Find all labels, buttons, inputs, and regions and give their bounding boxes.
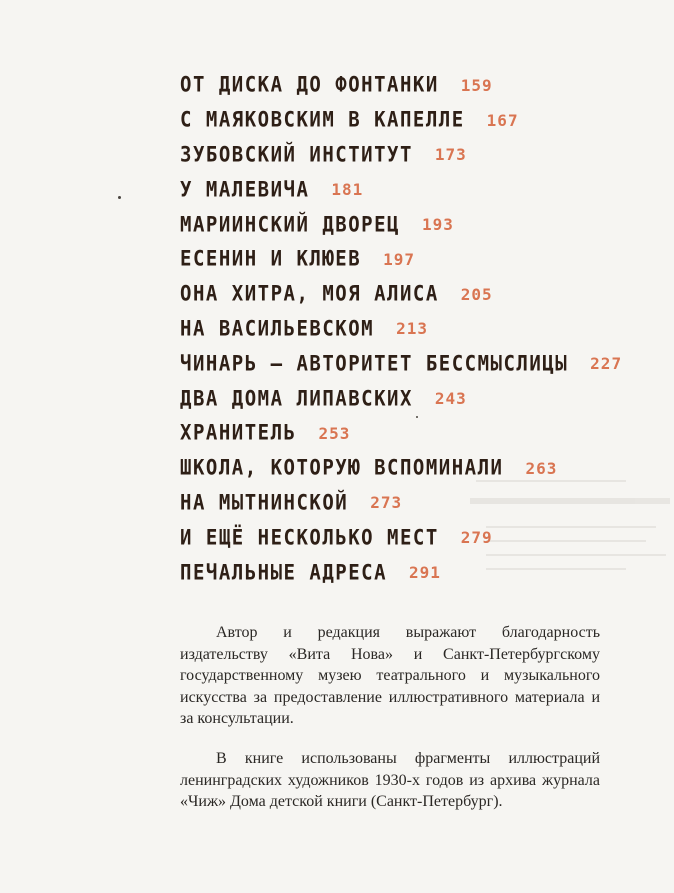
toc-entry [180, 207, 650, 242]
acknowledgement-text: Автор и редакция выражают благодарность издательству «Вита Нова» и Санкт-Петербургскому государственному музею театрального и музыкального искусства за предоставление иллюстративного материала и за консультации. [180, 624, 600, 727]
toc-entry-page: 173 [434, 145, 467, 165]
toc-entry [180, 451, 650, 486]
toc-entry-page: 263 [525, 458, 558, 478]
toc-entry [180, 277, 650, 312]
toc-entry-title: У МАЛЕВИЧА [180, 177, 310, 203]
toc-entry-title: НА МЫТНИНСКОЙ [180, 490, 349, 516]
toc-entry-page: 243 [434, 389, 467, 409]
toc-entry-title: С МАЯКОВСКИМ В КАПЕЛЛЕ [180, 107, 465, 133]
toc-entry [180, 555, 650, 590]
toc-entry [180, 346, 650, 381]
toc-entry [180, 172, 650, 207]
toc-entry-page: 213 [396, 319, 428, 339]
toc-entry-page: 273 [370, 493, 403, 513]
table-of-contents [180, 68, 650, 590]
toc-entry-page: 181 [331, 180, 364, 200]
toc-entry-title: МАРИИНСКИЙ ДВОРЕЦ [180, 212, 400, 237]
toc-entry-page: 159 [460, 75, 493, 95]
toc-entry [180, 312, 650, 347]
toc-entry-title: ЕСЕНИН И КЛЮЕВ [180, 247, 362, 272]
sources-text: В книге использованы фрагменты иллюстраций ленинградских художников 1930-х годов из архива журнала «Чиж» Дома детской книги (Санкт-Петербург). [180, 750, 600, 810]
toc-entry-title: ПЕЧАЛЬНЫЕ АДРЕСА [180, 560, 388, 585]
toc-entry-page: 205 [460, 284, 493, 304]
toc-entry-title: ХРАНИТЕЛЬ [180, 421, 297, 446]
toc-entry-title: ДВА ДОМА ЛИПАВСКИХ [180, 386, 413, 411]
toc-entry-page: 279 [460, 528, 493, 548]
toc-entry-title: И ЕЩЁ НЕСКОЛЬКО МЕСТ [180, 525, 439, 551]
toc-entry-page: 167 [486, 110, 519, 130]
toc-entry-title: ОТ ДИСКА ДО ФОНТАНКИ [180, 73, 439, 98]
toc-entry-page: 227 [590, 354, 623, 374]
toc-entry [180, 68, 650, 103]
toc-entry-title: ШКОЛА, КОТОРУЮ ВСПОМИНАЛИ [180, 455, 504, 481]
toc-entry [180, 416, 650, 451]
toc-entry-page: 193 [421, 215, 454, 235]
toc-entry-page: 197 [383, 249, 416, 269]
toc-entry [180, 381, 650, 416]
sources-paragraph [180, 748, 600, 813]
toc-entry-page: 253 [318, 423, 351, 443]
toc-entry-title: ЗУБОВСКИЙ ИНСТИТУТ [180, 142, 413, 168]
acknowledgement-paragraph [180, 622, 600, 730]
paper-speck [118, 196, 121, 199]
toc-entry-title: ЧИНАРЬ – АВТОРИТЕТ БЕССМЫСЛИЦЫ [180, 351, 569, 377]
toc-entry-page: 291 [409, 563, 441, 583]
toc-entry [180, 103, 650, 138]
toc-entry [180, 242, 650, 277]
toc-entry-title: ОНА ХИТРА, МОЯ АЛИСА [180, 281, 439, 307]
toc-entry [180, 486, 650, 521]
toc-entry-title: НА ВАСИЛЬЕВСКОМ [180, 316, 375, 342]
toc-entry [180, 520, 650, 555]
toc-entry [180, 138, 650, 173]
